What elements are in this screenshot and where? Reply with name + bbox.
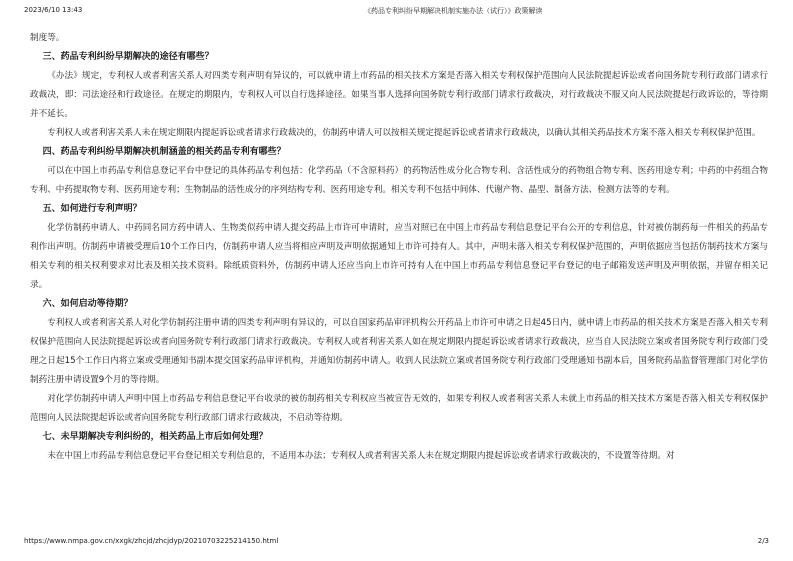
print-timestamp: 2023/6/10 13:43	[24, 6, 83, 14]
paragraph-continuation: 制度等。	[30, 33, 65, 43]
section-heading-6: 六、如何启动等待期？	[42, 299, 133, 309]
paragraph: 专利权人或者利害关系人对化学仿制药注册申请的四类专利声明有异议的，可以自国家药品审评机构公开药品上市许可申请之日起45日内，就申请上市药品的相关技术方案是否落入相关专利权保护范围向人民法院提起诉讼或者向国务院专利行政部门请求行政裁决。专利权人或者利害关系人如在规定期限内提起诉讼或者请求行政裁决，应当自人民法院立案或者国务院专利行政部门受理之日起15个工作日内将立案或受理通知书副本提交国家药品审评机构，并通知仿制药申请人。收到人民法院立案或者国务院专利行政部门受理通知书副本后，国务院药品监督管理部门对化学仿制药注册申请设置9个月的等待期。	[30, 318, 768, 385]
paragraph: 化学仿制药申请人、中药同名同方药申请人、生物类似药申请人提交药品上市许可申请时，应当对照已在中国上市药品专利信息登记平台公开的专利信息，针对被仿制药每一件相关的药品专利作出声明。仿制药申请被受理后10个工作日内，仿制药申请人应当将相应声明及声明依据通知上市许可持有人。其中，声明未落入相关专利权保护范围的，声明依据应当包括仿制药技术方案与相关专利的相关权利要求对比表及相关技术资料。除纸质资料外，仿制药申请人还应当向上市许可持有人在中国上市药品专利信息登记平台登记的电子邮箱发送声明及声明依据，并留存相关记录。	[30, 223, 768, 290]
print-header	[24, 6, 769, 20]
page-url: https://www.nmpa.gov.cn/xxgk/zhcjd/zhcjdyp/20210703225214150.html	[24, 537, 279, 545]
paragraph: 未在中国上市药品专利信息登记平台登记相关专利信息的，不适用本办法；专利权人或者利害关系人未在规定期限内提起诉讼或者请求行政裁决的，不设置等待期。对	[47, 451, 675, 461]
section-heading-3: 三、药品专利纠纷早期解决的途径有哪些？	[42, 52, 214, 62]
section-heading-4: 四、药品专利纠纷早期解决机制涵盖的相关药品专利有哪些？	[42, 147, 286, 157]
print-footer	[24, 537, 769, 549]
section-heading-7: 七、未早期解决专利纠纷的，相关药品上市后如何处理？	[42, 432, 268, 442]
section-heading-5: 五、如何进行专利声明？	[42, 204, 142, 214]
paragraph: 可以在中国上市药品专利信息登记平台中登记的具体药品专利包括：化学药品（不含原料药）的药物活性成分化合物专利、含活性成分的药物组合物专利、医药用途专利；中药的中药组合物专利、中药提取物专利、医药用途专利；生物制品的活性成分的序列结构专利、医药用途专利。相关专利不包括中间体、代谢产物、晶型、制备方法、检测方法等的专利。	[30, 166, 768, 195]
print-page-title: 《药品专利纠纷早期解决机制实施办法（试行）》政策解读	[364, 7, 543, 15]
paragraph: 对化学仿制药申请人声明中国上市药品专利信息登记平台收录的被仿制药相关专利权应当被宣告无效的，如果专利权人或者利害关系人未就上市药品的相关技术方案是否落入相关专利权保护范围向人民法院提起诉讼或者向国务院专利行政部门请求行政裁决，不启动等待期。	[30, 394, 768, 423]
paragraph: 专利权人或者利害关系人未在规定期限内提起诉讼或者请求行政裁决的，仿制药申请人可以按相关规定提起诉讼或者请求行政裁决，以确认其相关药品技术方案不落入相关专利权保护范围。	[47, 128, 761, 138]
page-number: 2/3	[757, 537, 769, 545]
paragraph: 《办法》规定，专利权人或者利害关系人对四类专利声明有异议的，可以就申请上市药品的相关技术方案是否落入相关专利权保护范围向人民法院提起诉讼或者向国务院专利行政部门请求行政裁决，即：司法途径和行政途径。在规定的期限内，专利权人可以自行选择途径。如果当事人选择向国务院专利行政部门请求行政裁决，对行政裁决不服又向人民法院提起行政诉讼的，等待期并不延长。	[30, 71, 768, 119]
document-body	[30, 29, 768, 466]
